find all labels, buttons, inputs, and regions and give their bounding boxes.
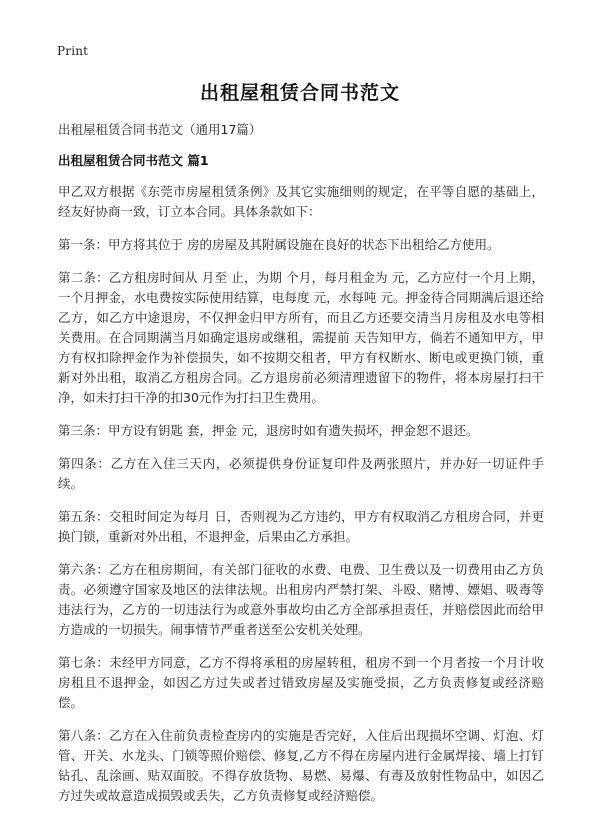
paragraph-article-5: 第五条：交租时间定为每月 日，否则视为乙方违约，甲方有权取消乙方租房合同，并更换门锁，重新对外出租，不退押金，后果由乙方承担。 [58,509,544,544]
paragraph-article-7: 第七条：未经甲方同意，乙方不得将承租的房屋转租，租房不到一个月者按一个月计收房租且不退押金，如因乙方过失或者过错致房屋及实施受损，乙方负责修复或经济赔偿。 [58,655,544,710]
paragraph-article-6: 第六条：乙方在租房期间，有关部门征收的水费、电费、卫生费以及一切费用由乙方负责。必须遵守国家及地区的法律法规。出租房内严禁打架、斗殴、赌博、嫖娼、吸毒等违法行为，乙方的一切违法行为或意外事故均由乙方全部承担责任，并赔偿因此而给甲方造成的一切损失。闹事情节严重者送至公安机关处理。 [58,562,544,637]
paragraph-article-2: 第二条：乙方租房时间从 月至 止，为期 个月，每月租金为 元，乙方应付一个月上期，一个月押金，水电费按实际使用结算，电每度 元，水每吨 元。押金待合同期满后退还给乙方，如乙方中途退房，不仅押金归甲方所有，而且乙方还要交清当月房租及水电等相关费用。在合同期满当月如确定退房或继租，需提前 天告知甲方，倘若不通知甲方，甲方有权扣除押金作为补偿损失，如不按期交租者，甲方有权断水、断电或更换门锁，重新对外出租，取消乙方租房合同。乙方退房前必须清理遗留下的物件，将本房屋打扫干净，如未打扫干净的扣30元作为打扫卫生费用。 [58,270,544,405]
document-subtitle: 出租屋租赁合同书范文（通用17篇） [58,122,262,137]
paragraph-article-3: 第三条：甲方设有钥匙 套，押金 元，退房时如有遗失损坏，押金恕不退还。 [58,423,479,438]
document-body [58,182,544,819]
page-title: 出租屋租赁合同书范文 [199,82,400,104]
paragraph-article-8: 第八条：乙方在入住前负责检查房内的实施是否完好，入住后出现损坏空调、灯泡、灯管、开关、水龙头、门锁等照价赔偿、修复,乙方不得在房屋内进行金属焊接、墙上打钉钻孔、乱涂画、贴双面胶。不得存放货物、易燃、易爆、有毒及放射性物品中，如因乙方过失或故意造成损毁或丢失，乙方负责修复或经济赔偿。 [58,728,544,803]
paragraph-article-4: 第四条：乙方在入住三天内，必须提供身份证复印件及两张照片，并办好一切证件手续。 [58,456,544,491]
paragraph-intro: 甲乙双方根据《东莞市房屋租赁条例》及其它实施细则的规定，在平等自愿的基础上，经友好协商一致，订立本合同。具体条款如下： [58,184,544,219]
section-heading: 出租屋租赁合同书范文 篇1 [58,153,209,168]
print-link[interactable]: Print [57,44,89,58]
paragraph-article-1: 第一条：甲方将其位于 房的房屋及其附属设施在良好的状态下出租给乙方使用。 [58,237,500,252]
